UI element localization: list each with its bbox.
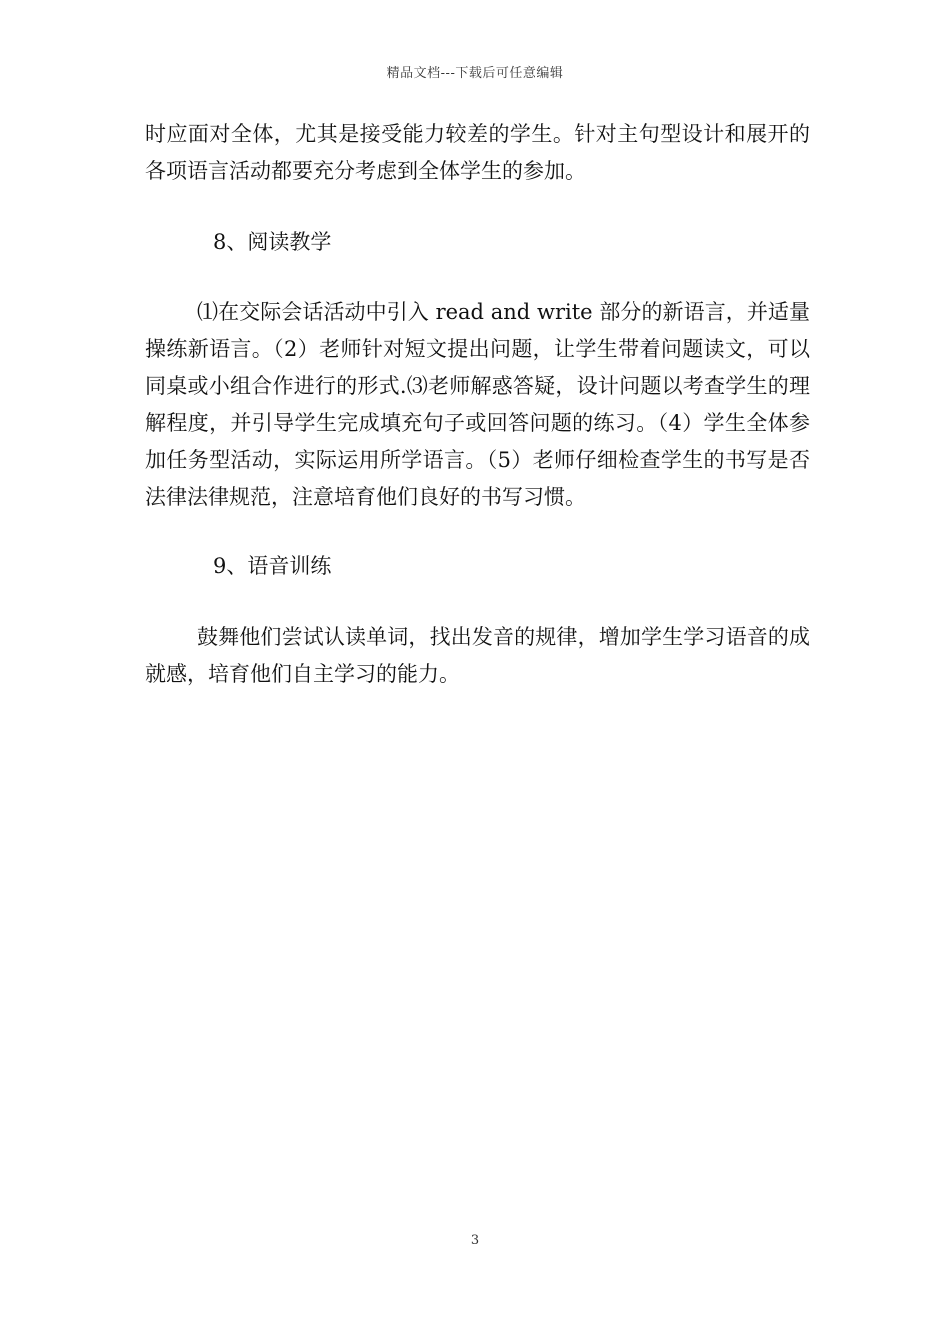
paragraph-continuation: 时应面对全体，尤其是接受能力较差的学生。针对主句型设计和展开的各项语言活动都要充分考虑到全体学生的参加。	[145, 122, 810, 183]
spacer	[145, 261, 810, 294]
spacer	[145, 585, 810, 619]
section-heading-phonics: 9、语音训练	[213, 554, 332, 578]
page-header: 精品文档---下载后可任意编辑	[386, 66, 564, 81]
spacer	[145, 516, 810, 548]
page-number: 3	[470, 1233, 480, 1248]
document-body	[145, 116, 810, 693]
paragraph-reading-teaching: ⑴在交际会话活动中引入 read and write 部分的新语言，并适量操练新语言。（2）老师针对短文提出问题，让学生带着问题读文，可以同桌或小组合作进行的形式.⑶老师解惑答疑，设计问题以考查学生的理解程度，并引导学生完成填充句子或回答问题的练习。（4）学生全体参加任务型活动，实际运用所学语言。（5）老师仔细检查学生的书写是否法律法律规范，注意培育他们良好的书写习惯。	[145, 300, 810, 509]
section-heading-reading: 8、阅读教学	[213, 230, 332, 254]
spacer	[145, 190, 810, 224]
paragraph-phonics-training: 鼓舞他们尝试认读单词，找出发音的规律，增加学生学习语音的成就感，培育他们自主学习的能力。	[145, 625, 810, 686]
